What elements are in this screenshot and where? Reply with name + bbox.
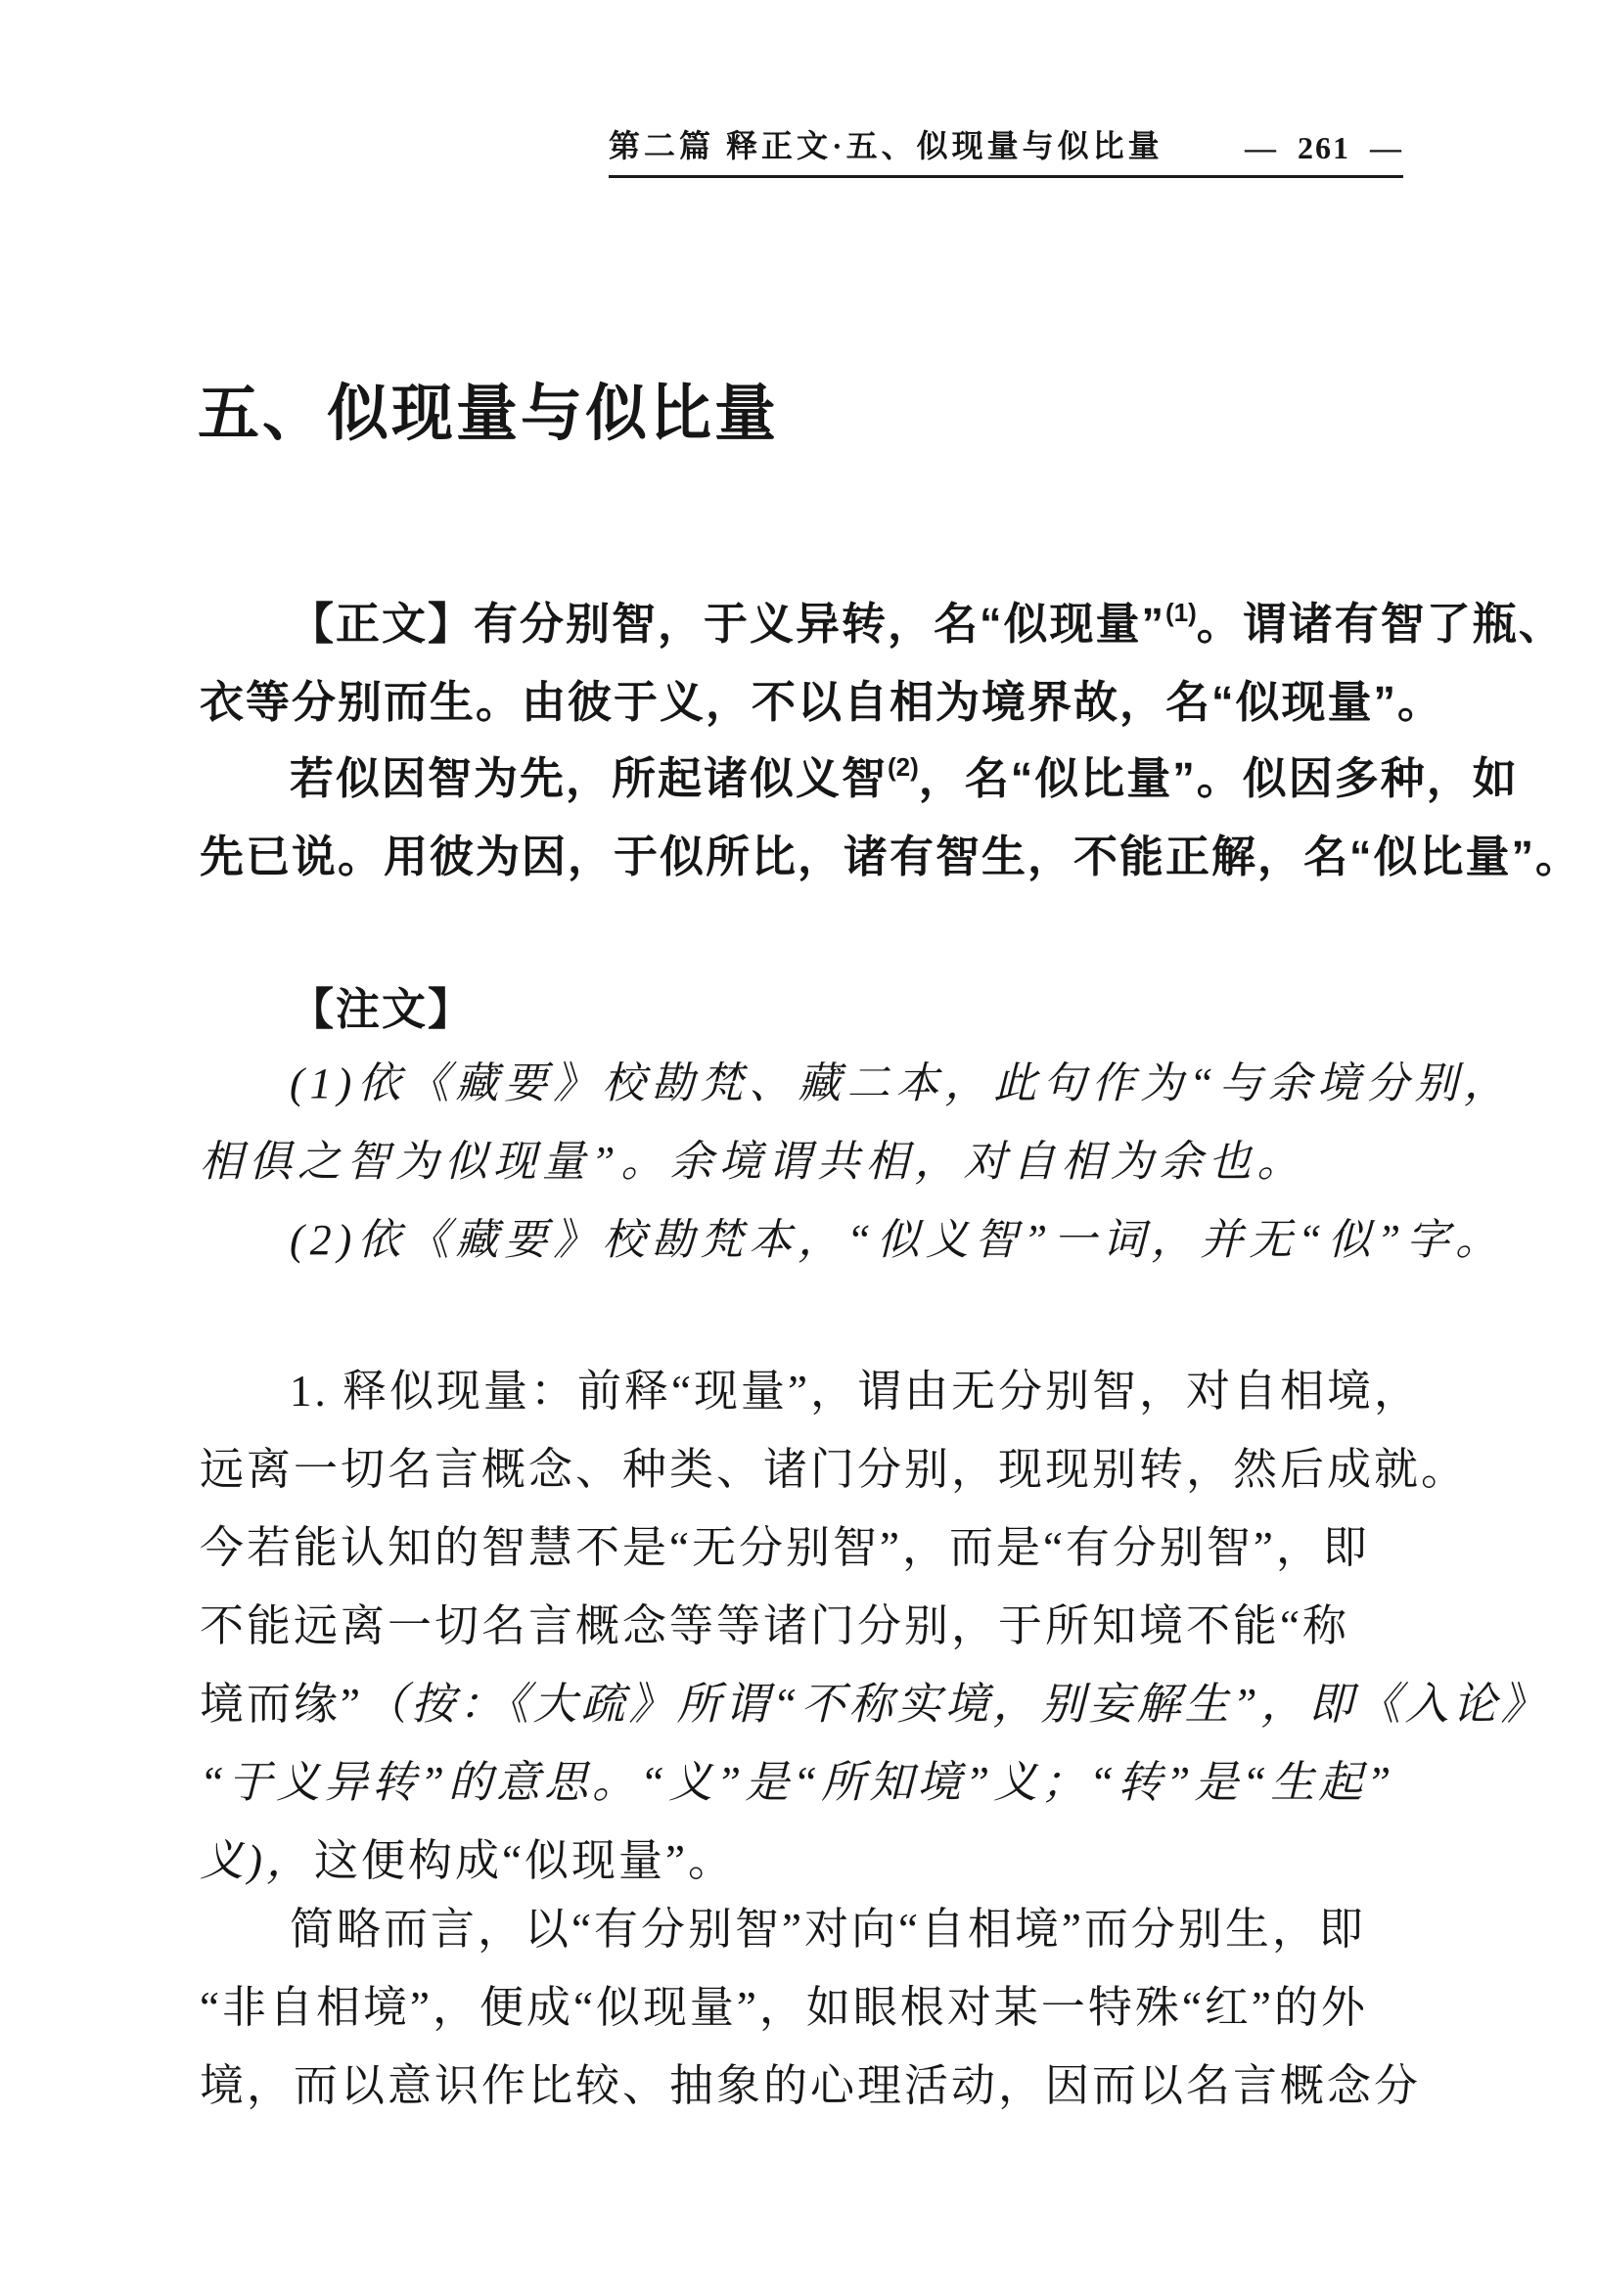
text-line: 1. 释似现量：前释“现量”，谓由无分别智，对自相境， <box>290 1367 1421 1416</box>
text-line: 先已说。用彼为因，于似所比，诸有智生，不能正解，名“似比量”。 <box>200 832 1582 881</box>
text-line: (2)依《藏要》校勘梵本，“似义智”一词，并无“似”字。 <box>290 1216 1505 1264</box>
main-text-p2-l1-pre: 若似因智为先，所起诸似义智 <box>290 753 889 803</box>
notes-heading <box>200 970 1464 1049</box>
running-head <box>609 121 1403 178</box>
commentary-paragraph-2 <box>200 1890 1464 2125</box>
text-line: 境，而以意识作比较、抽象的心理活动，因而以名言概念分 <box>200 2061 1422 2110</box>
note-2 <box>200 1201 1505 1280</box>
page-number: — 261 — <box>1245 130 1403 165</box>
text-line <box>200 740 1519 818</box>
commentary-p1-l7-post: 这便构成“似现量”。 <box>314 1836 735 1885</box>
commentary-paragraph-1 <box>200 1352 1549 1900</box>
running-head-section: 第二篇 释正文·五、似现量与似比量 <box>609 128 1164 163</box>
text-line: 今若能认知的智慧不是“无分别智”，而是“有分别智”，即 <box>200 1523 1370 1572</box>
text-line <box>200 1743 1464 1822</box>
commentary-annotation-end: 义)， <box>200 1836 314 1885</box>
text-line: 相俱之智为似现量”。余境谓共相，对自相为余也。 <box>200 1138 1306 1186</box>
main-text-paragraph-2 <box>200 740 1582 896</box>
chapter-title: 五、似现量与似比量 <box>198 380 779 448</box>
notes-heading-label: 【注文】 <box>290 984 475 1034</box>
text-line: 简略而言，以“有分别智”对向“自相境”而分别生，即 <box>290 1905 1366 1954</box>
text-line: (1)依《藏要》校勘梵、藏二本，此句作为“与余境分别， <box>290 1059 1513 1107</box>
text-line: “非自相境”，便成“似现量”，如眼根对某一特殊“红”的外 <box>200 1983 1368 2032</box>
commentary-annotation-middle: “于义异转”的意思。“义”是“所知境”义；“转”是“生起” <box>200 1758 1395 1807</box>
main-text-p2-l1-post: ，名“似比量”。似因多种，如 <box>918 753 1519 803</box>
text-line: 不能远离一切名言概念等等诸门分别，于所知境不能“称 <box>200 1601 1349 1650</box>
commentary-p1-l5-pre: 境而缘” <box>200 1680 363 1729</box>
note-1 <box>200 1045 1513 1201</box>
text-line <box>200 1665 1549 1743</box>
text-line: 远离一切名言概念、种类、诸门分别，现现别转，然后成就。 <box>200 1445 1469 1494</box>
text-line <box>200 1822 1464 1900</box>
main-text-p1-l1-post: 。谓诸有智了瓶、 <box>1196 599 1565 649</box>
text-line <box>200 585 1565 663</box>
note-ref-2: (2) <box>888 752 919 782</box>
text-line: 衣等分别而生。由彼于义，不以自相为境界故，名“似现量”。 <box>200 677 1444 727</box>
note-ref-1: (1) <box>1165 598 1197 627</box>
main-text-paragraph-1 <box>200 585 1565 742</box>
main-text-p1-l1-pre: 【正文】有分别智，于义异转，名“似现量” <box>290 599 1166 649</box>
commentary-annotation-start: （按：《大疏》所谓“不称实境，别妄解生”，即《入论》 <box>362 1680 1549 1729</box>
